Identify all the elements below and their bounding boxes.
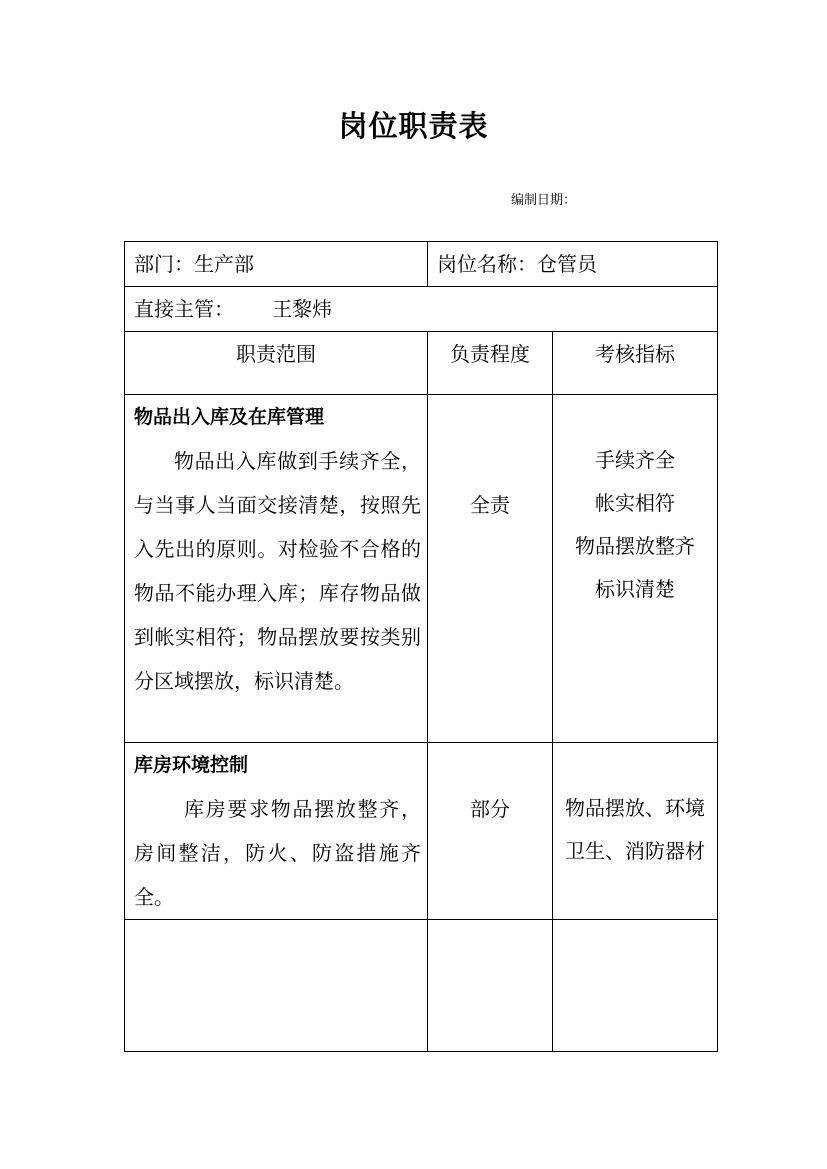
degree-cell [428,395,553,743]
compile-date-label: 编制日期： [511,193,577,208]
table-row [125,242,718,287]
header-degree: 负责程度 [428,332,553,395]
indicators-cell [553,743,718,920]
degree-value: 全责 [470,493,510,517]
indicator-item: 标识清楚 [595,577,675,601]
degree-value: 部分 [470,797,510,821]
section-body: 库房要求物品摆放整齐，房间整洁，防火、防盗措施齐全。 [134,797,421,909]
indicator-item: 手续齐全 [595,448,675,472]
table-row-empty [125,920,718,1052]
indicator-item: 卫生、消防器材 [565,839,705,863]
document-title: 岗位职责表 [338,109,489,143]
indicators-cell [553,395,718,743]
indicator-item: 物品摆放、环境 [565,796,705,820]
department-cell: 部门：生产部 [125,242,428,287]
table-row [125,743,718,920]
table-header-row [125,332,718,395]
header-scope: 职责范围 [125,332,428,395]
supervisor-cell: 直接主管： 王黎炜 [125,287,718,332]
scope-cell [125,743,428,920]
table-row [125,287,718,332]
section-body: 物品出入库做到手续齐全，与当事人当面交接清楚，按照先入先出的原则。对检验不合格的物品不能办理入库；库存物品做到帐实相符；物品摆放要按类别分区域摆放，标识清楚。 [134,449,421,693]
empty-cell [553,920,718,1052]
table-row [125,395,718,743]
indicator-item: 帐实相符 [595,491,675,515]
section-heading: 物品出入库及在库管理 [134,406,325,428]
scope-cell [125,395,428,743]
indicator-item: 物品摆放整齐 [575,534,695,558]
empty-cell [125,920,428,1052]
empty-cell [428,920,553,1052]
section-heading: 库房环境控制 [134,754,249,776]
duty-table [124,241,718,1052]
header-indicators: 考核指标 [553,332,718,395]
position-cell: 岗位名称：仓管员 [428,242,718,287]
degree-cell [428,743,553,920]
